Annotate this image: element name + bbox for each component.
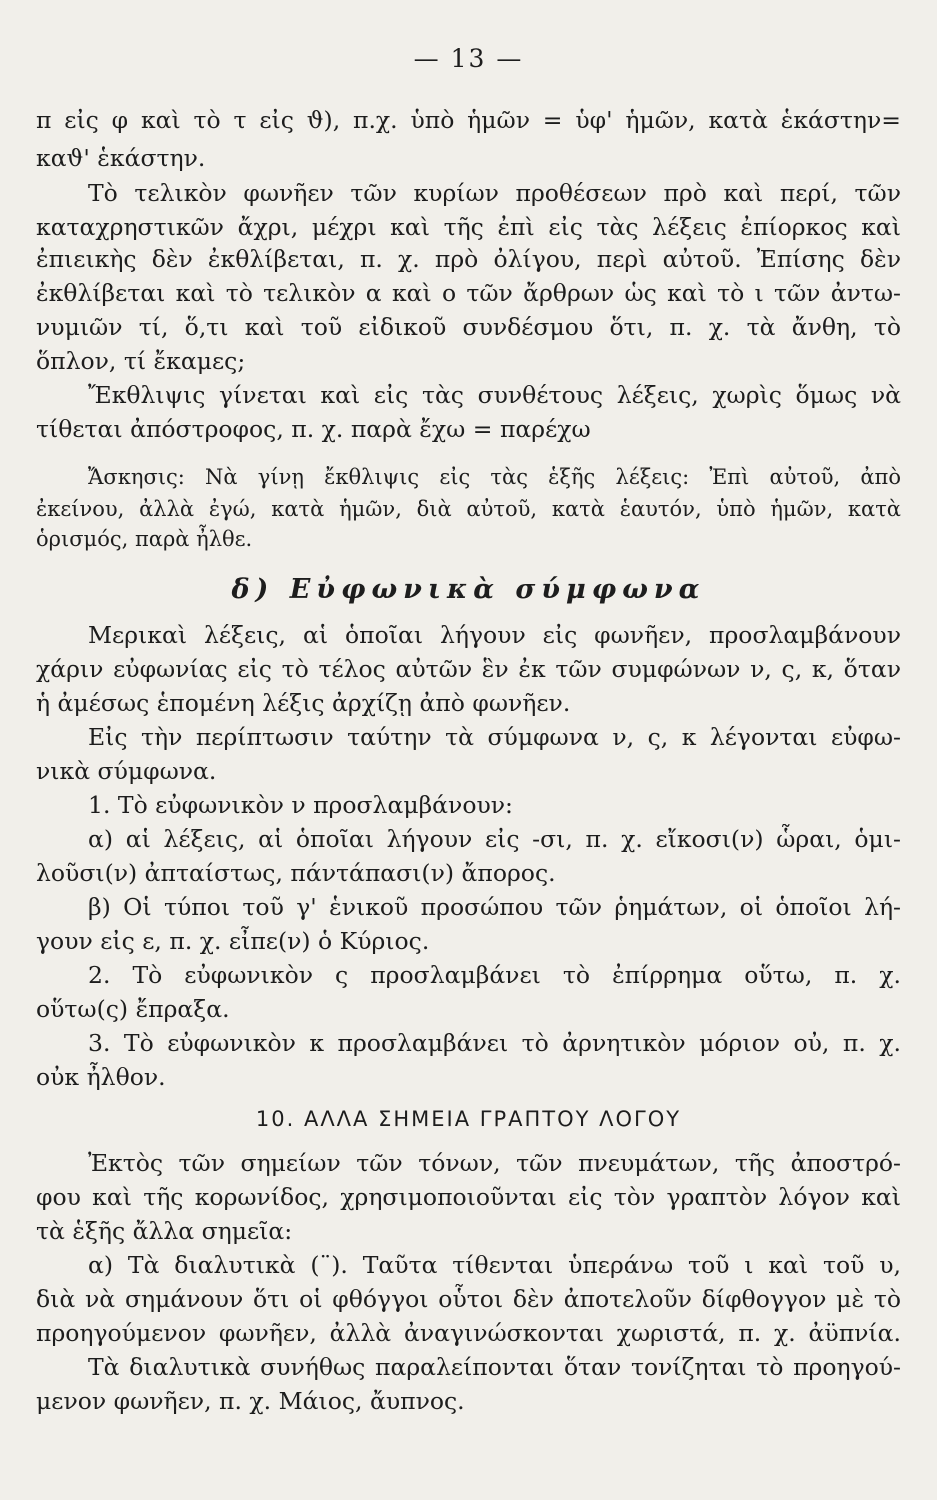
text-line: ἐπιεικὴς δὲν ἐκθλίβεται, π. χ. πρὸ ὀλίγου, περὶ αὐτοῦ. Ἐπίσης δὲν [36,245,901,273]
text-line: μενον φωνῆεν, π. χ. Μάιος, ἄυπνος. [36,1387,465,1415]
exercise-line: ὁρισμός, παρὰ ἦλθε. [36,527,253,551]
text-line: νικὰ σύμφωνα. [36,757,217,785]
text-line: προηγούμενον φωνῆεν, ἀλλὰ ἀναγινώσκονται χωριστά, π. χ. ἀϋπνία. [36,1319,901,1347]
text-line: καταχρηστικῶν ἄχρι, μέχρι καὶ τῆς ἐπὶ εἰς τὰς λέξεις ἐπίορκος καὶ [36,213,901,241]
text-line: χάριν εὐφωνίας εἰς τὸ τέλος αὐτῶν ἓν ἐκ τῶν συμφώνων ν, ς, κ, ὅταν [36,655,901,683]
text-line: β) Οἱ τύποι τοῦ γ' ἑνικοῦ προσώπου τῶν ῥημάτων, οἱ ὁποῖοι λή- [88,893,901,921]
text-line: λοῦσι(ν) ἀπταίστως, πάντάπασι(ν) ἄπορος. [36,859,556,887]
text-line: Εἰς τὴν περίπτωσιν ταύτην τὰ σύμφωνα ν, ς, κ λέγονται εὐφω- [88,723,901,751]
text-line: οὐκ ἦλθον. [36,1063,166,1091]
chapter-title: 10. ΑΛΛΑ ΣΗΜΕΙΑ ΓΡΑΠΤΟΥ ΛΟΓΟΥ [255,1107,682,1131]
text-line: διὰ νὰ σημάνουν ὅτι οἱ φθόγγοι οὗτοι δὲν ἀποτελοῦν δίφθογγον μὲ τὸ [36,1285,901,1313]
text-line: τίθεται ἀπόστροφος, π. χ. παρὰ ἔχω = παρέχω [36,415,591,443]
exercise-line: Ἄσκησις: Νὰ γίνῃ ἔκθλιψις εἰς τὰς ἑξῆς λέξεις: Ἐπὶ αὐτοῦ, ἀπὸ [88,465,901,489]
page-number: — 13 — [413,44,524,73]
text-line: Τὸ τελικὸν φωνῆεν τῶν κυρίων προθέσεων πρὸ καὶ περί, τῶν [88,179,901,207]
text-line: 1. Τὸ εὐφωνικὸν ν προσλαμβάνουν: [88,791,513,819]
text-line: καϑ' ἑκάστην. [36,144,206,172]
text-line: α) αἱ λέξεις, αἱ ὁποῖαι λήγουν εἰς -σι, π. χ. εἴκοσι(ν) ὧραι, ὁμι- [88,825,901,853]
text-line: 2. Τὸ εὐφωνικὸν ς προσλαμβάνει τὸ ἐπίρρημα οὕτω, π. χ. [88,961,901,989]
text-line: οὕτω(ς) ἔπραξα. [36,995,230,1023]
text-line: Τὰ διαλυτικὰ συνήθως παραλείπονται ὅταν τονίζηται τὸ προηγού- [88,1353,901,1381]
text-line: ἐκθλίβεται καὶ τὸ τελικὸν α καὶ ο τῶν ἄρθρων ὡς καὶ τὸ ι τῶν ἀντω- [36,279,901,307]
exercise-line: ἐκείνου, ἀλλὰ ἐγώ, κατὰ ἡμῶν, διὰ αὐτοῦ, κατὰ ἑαυτόν, ὑπὸ ἡμῶν, κατὰ [36,497,901,521]
text-line: 3. Τὸ εὐφωνικὸν κ προσλαμβάνει τὸ ἀρνητικὸν μόριον οὐ, π. χ. [88,1029,901,1057]
text-line: α) Τὰ διαλυτικὰ (¨). Ταῦτα τίθενται ὑπεράνω τοῦ ι καὶ τοῦ υ, [88,1251,901,1279]
text-line: φου καὶ τῆς κορωνίδος, χρησιμοποιοῦνται εἰς τὸν γραπτὸν λόγον καὶ [36,1183,901,1211]
text-line: νυμιῶν τί, ὅ,τι καὶ τοῦ εἰδικοῦ συνδέσμου ὅτι, π. χ. τὰ ἄνθη, τὸ [36,313,901,341]
text-line: π εἰς φ καὶ τὸ τ εἰς ϑ), π.χ. ὑπὸ ἡμῶν = ὑφ' ἡμῶν, κατὰ ἑκάστην= [36,106,901,134]
text-line: ἡ ἀμέσως ἑπομένη λέξις ἀρχίζῃ ἀπὸ φωνῆεν. [36,689,571,717]
section-heading: δ) Εὐφωνικὰ σύμφωνα [231,574,706,605]
text-line: Ἐκτὸς τῶν σημείων τῶν τόνων, τῶν πνευμάτων, τῆς ἀποστρό- [88,1149,901,1177]
text-line: Ἔκθλιψις γίνεται καὶ εἰς τὰς συνθέτους λέξεις, χωρὶς ὅμως νὰ [88,381,901,409]
text-line: Μερικαὶ λέξεις, αἱ ὁποῖαι λήγουν εἰς φωνῆεν, προσλαμβάνουν [88,621,901,649]
text-line: ὅπλον, τί ἔκαμες; [36,347,246,375]
text-line: τὰ ἑξῆς ἄλλα σημεῖα: [36,1217,293,1245]
text-line: γουν εἰς ε, π. χ. εἶπε(ν) ὁ Κύριος. [36,927,430,955]
